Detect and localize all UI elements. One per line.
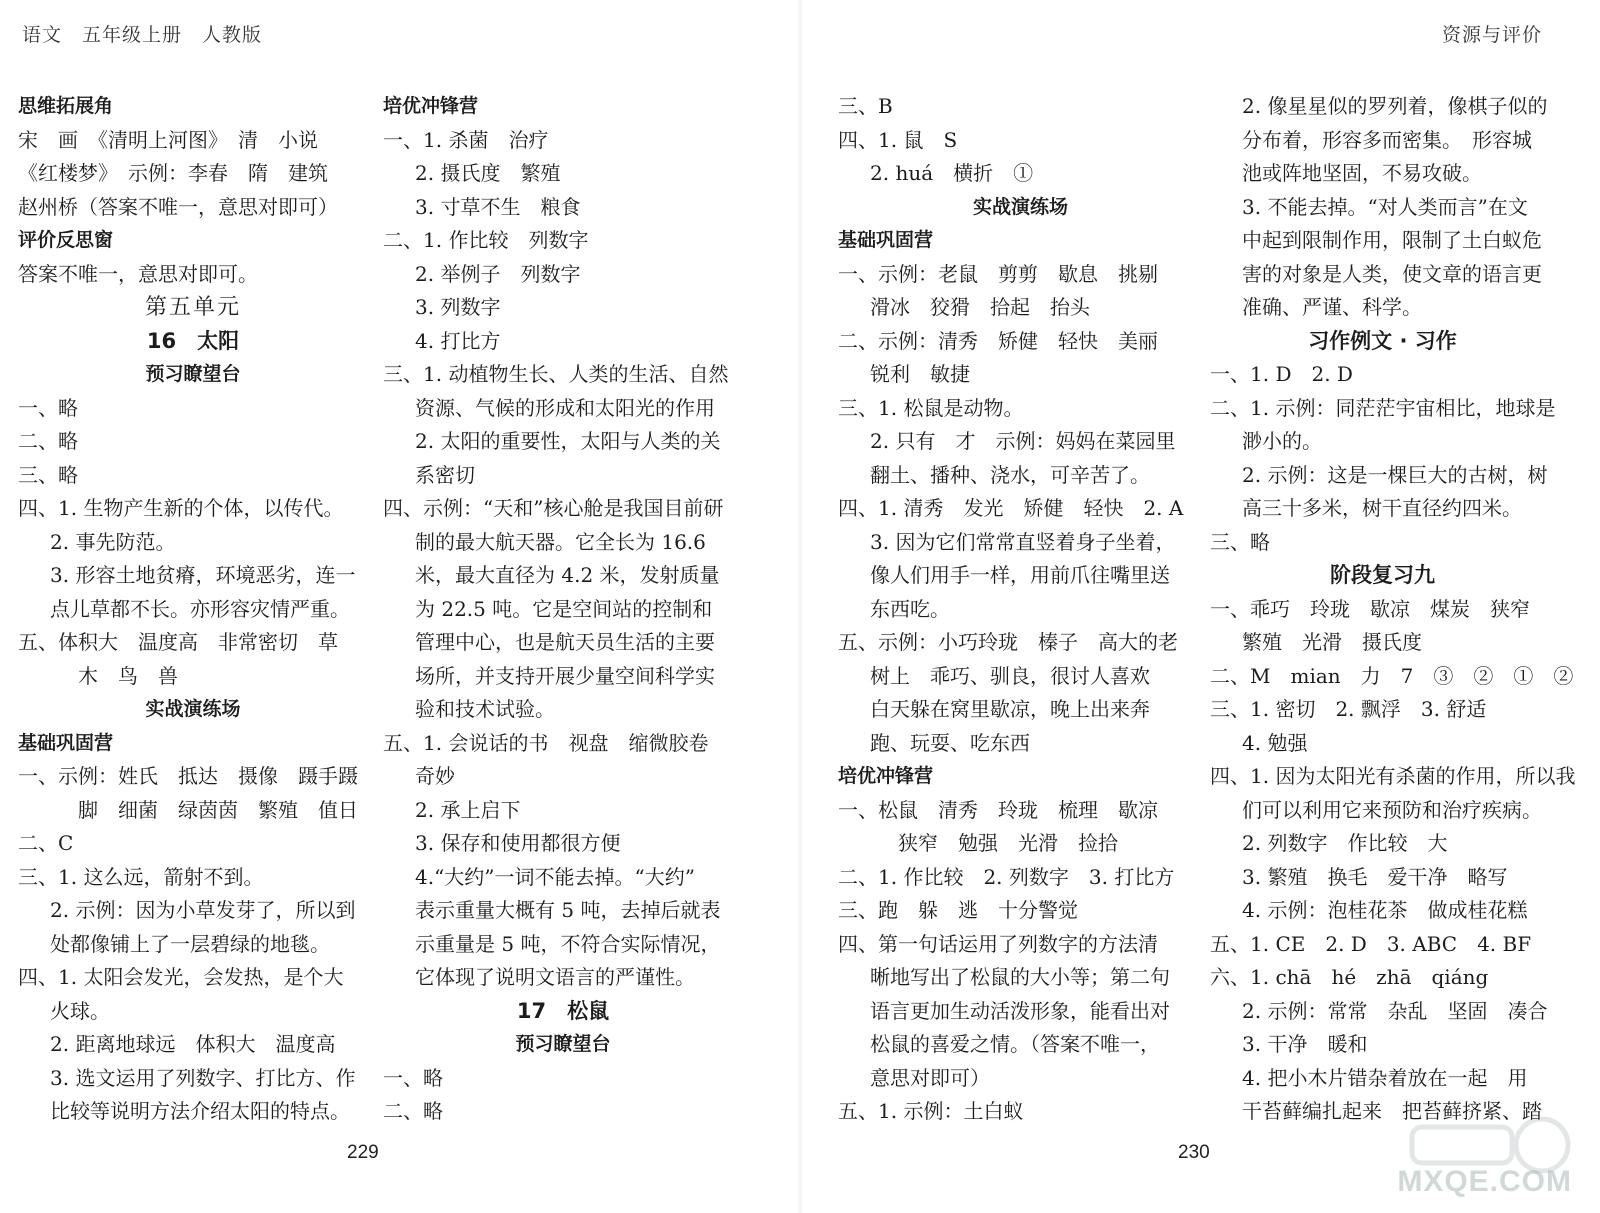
answer-line: 四、1. 生物产生新的个体，以传代。 [18, 496, 344, 520]
answer-line: 二、示例：清秀 矫健 轻快 美丽 [838, 328, 1158, 353]
section-heading: 基础巩固营 [838, 229, 934, 251]
answer-line: 比较等说明方法介绍太阳的特点。 [50, 1099, 350, 1123]
answer-line: 2. huá 横折 ① [870, 161, 1034, 185]
answer-line: 一、略 [18, 395, 78, 420]
answer-line: 三、1. 动植物生长、人类的生活、自然 [383, 362, 729, 386]
answer-line: 4. 打比方 [415, 328, 501, 353]
answer-line: 二、略 [18, 429, 78, 453]
answer-line: 一、示例：老鼠 剪剪 歇息 挑剔 [838, 261, 1158, 286]
page-number-left: 229 [347, 1142, 379, 1163]
column-2 [383, 90, 743, 1129]
answer-line: 2. 距离地球远 体积大 温度高 [50, 1032, 336, 1056]
answer-line: 松鼠的喜爱之情。（答案不唯一， [870, 1032, 1160, 1056]
answer-line: 3. 繁殖 换毛 爱干净 略写 [1242, 864, 1508, 889]
answer-line: 高三十多米，树干直径约四米。 [1242, 496, 1522, 520]
answer-line: 奇妙 [415, 764, 455, 788]
answer-line: 二、1. 作比较 列数字 [383, 228, 589, 252]
answer-line: 三、略 [1210, 529, 1270, 554]
watermark-text: MXQE.COM [1397, 1165, 1572, 1198]
answer-line: 五、体积大 温度高 非常密切 草 [18, 630, 338, 654]
subsection-heading: 实战演练场 [145, 698, 241, 720]
answer-line: 为 22.5 吨。它是空间站的控制和 [415, 596, 713, 621]
answer-line: 四、第一句话运用了列数字的方法清 [838, 931, 1158, 956]
answer-line: 晰地写出了松鼠的大小等；第二句 [870, 965, 1170, 989]
answer-line: 4. 示例：泡桂花茶 做成桂花糕 [1242, 898, 1528, 922]
answer-line: 2. 太阳的重要性，太阳与人类的关 [415, 429, 721, 453]
lesson-title: 16 太阳 [146, 328, 240, 353]
answer-line: 管理中心，也是航天员生活的主要 [415, 630, 715, 654]
answer-line: 示重量是 5 吨，不符合实际情况， [415, 931, 721, 956]
answer-line: 五、1. CE 2. D 3. ABC 4. BF [1210, 931, 1532, 956]
answer-line: 一、略 [383, 1065, 443, 1090]
answer-line: 《红楼梦》 示例：李春 隋 建筑 [18, 161, 328, 185]
answer-line: 繁殖 光滑 摄氏度 [1242, 630, 1422, 654]
answer-line: 答案不唯一，意思对即可。 [18, 261, 258, 286]
answer-line: 火球。 [50, 998, 110, 1023]
answer-line: 害的对象是人类，使文章的语言更 [1242, 261, 1542, 286]
answer-line: 系密切 [415, 462, 475, 487]
answer-line: 一、乖巧 玲珑 歇凉 煤炭 狭窄 [1210, 596, 1530, 621]
answer-line: 3. 因为它们常常直竖着身子坐着， [870, 529, 1176, 554]
answer-line: 四、1. 太阳会发光，会发热，是个大 [18, 965, 344, 989]
answer-line: 狭窄 勉强 光滑 捡拾 [898, 831, 1118, 855]
answer-line: 四、1. 因为太阳光有杀菌的作用，所以我 [1210, 764, 1576, 788]
answer-line: 3. 保存和使用都很方便 [415, 831, 621, 855]
column-4 [1210, 90, 1576, 1129]
answer-line: 三、B [838, 94, 893, 118]
answer-line: 四、示例：“天和”核心舱是我国目前研 [383, 496, 724, 520]
answer-line: 跑、玩耍、吃东西 [870, 730, 1030, 755]
answer-line: 三、1. 这么远，箭射不到。 [18, 864, 264, 889]
answer-line: 3. 寸草不生 粮食 [415, 194, 581, 219]
answer-line: 米，最大直径为 4.2 米，发射质量 [415, 563, 720, 587]
answer-line: 干苔藓编扎起来 把苔藓挤紧、踏 [1242, 1099, 1542, 1123]
answer-line: 三、1. 密切 2. 飘浮 3. 舒适 [1210, 697, 1487, 721]
answer-line: 分布着，形容多而密集。 形容城 [1242, 127, 1532, 152]
answer-line: 赵州桥（答案不唯一，意思对即可） [18, 194, 338, 219]
answer-line: 点儿草都不长。亦形容灾情严重。 [50, 596, 350, 621]
lesson-title: 阶段复习九 [1330, 563, 1435, 587]
column-3 [838, 90, 1203, 1129]
lesson-title: 习作例文 · 习作 [1308, 328, 1457, 353]
subsection-heading: 预习瞭望台 [515, 1033, 611, 1055]
answer-line: 渺小的。 [1242, 429, 1322, 453]
answer-line: 验和技术试验。 [415, 697, 555, 721]
answer-line: 们可以利用它来预防和治疗疾病。 [1242, 797, 1542, 822]
answer-line: 2. 摄氏度 繁殖 [415, 161, 561, 185]
answer-line: 二、略 [383, 1099, 443, 1123]
lesson-title: 17 松鼠 [516, 998, 610, 1023]
section-heading: 思维拓展角 [18, 95, 114, 117]
answer-line: 表示重量大概有 5 吨，去掉后就表 [415, 898, 721, 922]
answer-line: 场所，并支持开展少量空间科学实 [415, 663, 715, 688]
header-left: 语文 五年级上册 人教版 [22, 24, 263, 46]
answer-line: 制的最大航天器。它全长为 16.6 [415, 529, 706, 554]
section-heading: 评价反思窗 [18, 229, 114, 251]
answer-line: 五、1. 会说话的书 视盘 缩微胶卷 [383, 730, 709, 755]
answer-line: 池或阵地坚固，不易攻破。 [1242, 161, 1482, 185]
answer-line: 一、示例：姓氏 抵达 摄像 蹑手蹑 [18, 764, 358, 788]
page-number-right: 230 [1178, 1142, 1210, 1163]
answer-line: 东西吃。 [870, 596, 950, 621]
answer-line: 二、1. 作比较 2. 列数字 3. 打比方 [838, 864, 1175, 889]
answer-line: 3. 选文运用了列数字、打比方、作 [50, 1065, 356, 1090]
answer-line: 像人们用手一样，用前爪往嘴里送 [870, 563, 1170, 587]
answer-line: 四、1. 清秀 发光 矫健 轻快 2. A [838, 496, 1184, 520]
answer-line: 一、1. D 2. D [1210, 362, 1353, 386]
answer-line: 四、1. 鼠 S [838, 127, 958, 152]
answer-line: 2. 举例子 列数字 [415, 261, 581, 286]
answer-line: 三、略 [18, 462, 78, 487]
subsection-heading: 实战演练场 [972, 195, 1068, 218]
answer-line: 它体现了说明文语言的严谨性。 [415, 965, 695, 989]
answer-line: 一、1. 杀菌 治疗 [383, 127, 549, 152]
answer-line: 五、示例：小巧玲珑 榛子 高大的老 [838, 630, 1178, 654]
answer-line: 2. 只有 才 示例：妈妈在菜园里 [870, 429, 1176, 453]
answer-line: 树上 乖巧、驯良，很讨人喜欢 [870, 663, 1150, 688]
answer-line: 二、M mian 力 7 ③ ② ① ② [1210, 663, 1574, 688]
answer-line: 2. 示例：这是一棵巨大的古树，树 [1242, 462, 1548, 487]
section-heading: 基础巩固营 [18, 731, 114, 754]
answer-line: 4. 勉强 [1242, 730, 1308, 755]
subsection-heading: 预习瞭望台 [145, 363, 241, 385]
answer-line: 2. 事先防范。 [50, 529, 176, 554]
answer-line: 滑冰 狡猾 拾起 抬头 [870, 295, 1090, 319]
answer-line: 中起到限制作用，限制了土白蚁危 [1242, 228, 1542, 252]
answer-line: 处都像铺上了一层碧绿的地毯。 [50, 931, 330, 956]
answer-line: 翻土、播种、浇水，可辛苦了。 [870, 462, 1150, 487]
unit-title: 第五单元 [144, 295, 241, 320]
answer-line: 2. 承上启下 [415, 797, 521, 822]
section-heading: 培优冲锋营 [838, 765, 934, 787]
answer-line: 二、C [18, 831, 74, 855]
answer-line: 3. 列数字 [415, 295, 501, 319]
answer-line: 准确、严谨、科学。 [1242, 295, 1422, 319]
column-1 [18, 90, 368, 1129]
answer-line: 宋 画 《清明上河图》 清 小说 [18, 127, 318, 152]
answer-line: 脚 细菌 绿茵茵 繁殖 值日 [78, 797, 358, 822]
answer-line: 2. 列数字 作比较 大 [1242, 831, 1448, 855]
answer-line: 2. 示例：常常 杂乱 坚固 凑合 [1242, 998, 1548, 1023]
answer-line: 意思对即可） [870, 1065, 990, 1090]
answer-line: 二、1. 示例：同茫茫宇宙相比，地球是 [1210, 395, 1556, 420]
answer-line: 2. 像星星似的罗列着，像棋子似的 [1242, 94, 1548, 118]
answer-line: 3. 不能去掉。“对人类而言”在文 [1242, 194, 1528, 219]
answer-line: 2. 示例：因为小草发芽了，所以到 [50, 898, 356, 922]
answer-line: 3. 干净 暖和 [1242, 1032, 1368, 1056]
answer-line: 白天躲在窝里歇凉，晚上出来奔 [870, 697, 1150, 721]
answer-line: 三、跑 躲 逃 十分警觉 [838, 898, 1078, 922]
answer-line: 锐利 敏捷 [870, 362, 970, 386]
answer-line: 4. 把小木片错杂着放在一起 用 [1242, 1065, 1528, 1090]
answer-line: 资源、气候的形成和太阳光的作用 [415, 395, 715, 420]
answer-line: 三、1. 松鼠是动物。 [838, 395, 1024, 420]
answer-line: 六、1. chā hé zhā qiáng [1210, 965, 1489, 989]
answer-line: 木 鸟 兽 [78, 663, 178, 688]
answer-line: 一、松鼠 清秀 玲珑 梳理 歇凉 [838, 797, 1158, 822]
section-heading: 培优冲锋营 [383, 95, 479, 117]
answer-line: 五、1. 示例：土白蚁 [838, 1099, 1024, 1123]
answer-line: 3. 形容土地贫瘠，环境恶劣，连一 [50, 563, 356, 587]
book-gutter [797, 0, 803, 1213]
answer-line: 语言更加生动活泼形象，能看出对 [870, 998, 1170, 1023]
header-right: 资源与评价 [1441, 24, 1542, 46]
answer-line: 4.“大约”一词不能去掉。“大约” [415, 864, 695, 889]
